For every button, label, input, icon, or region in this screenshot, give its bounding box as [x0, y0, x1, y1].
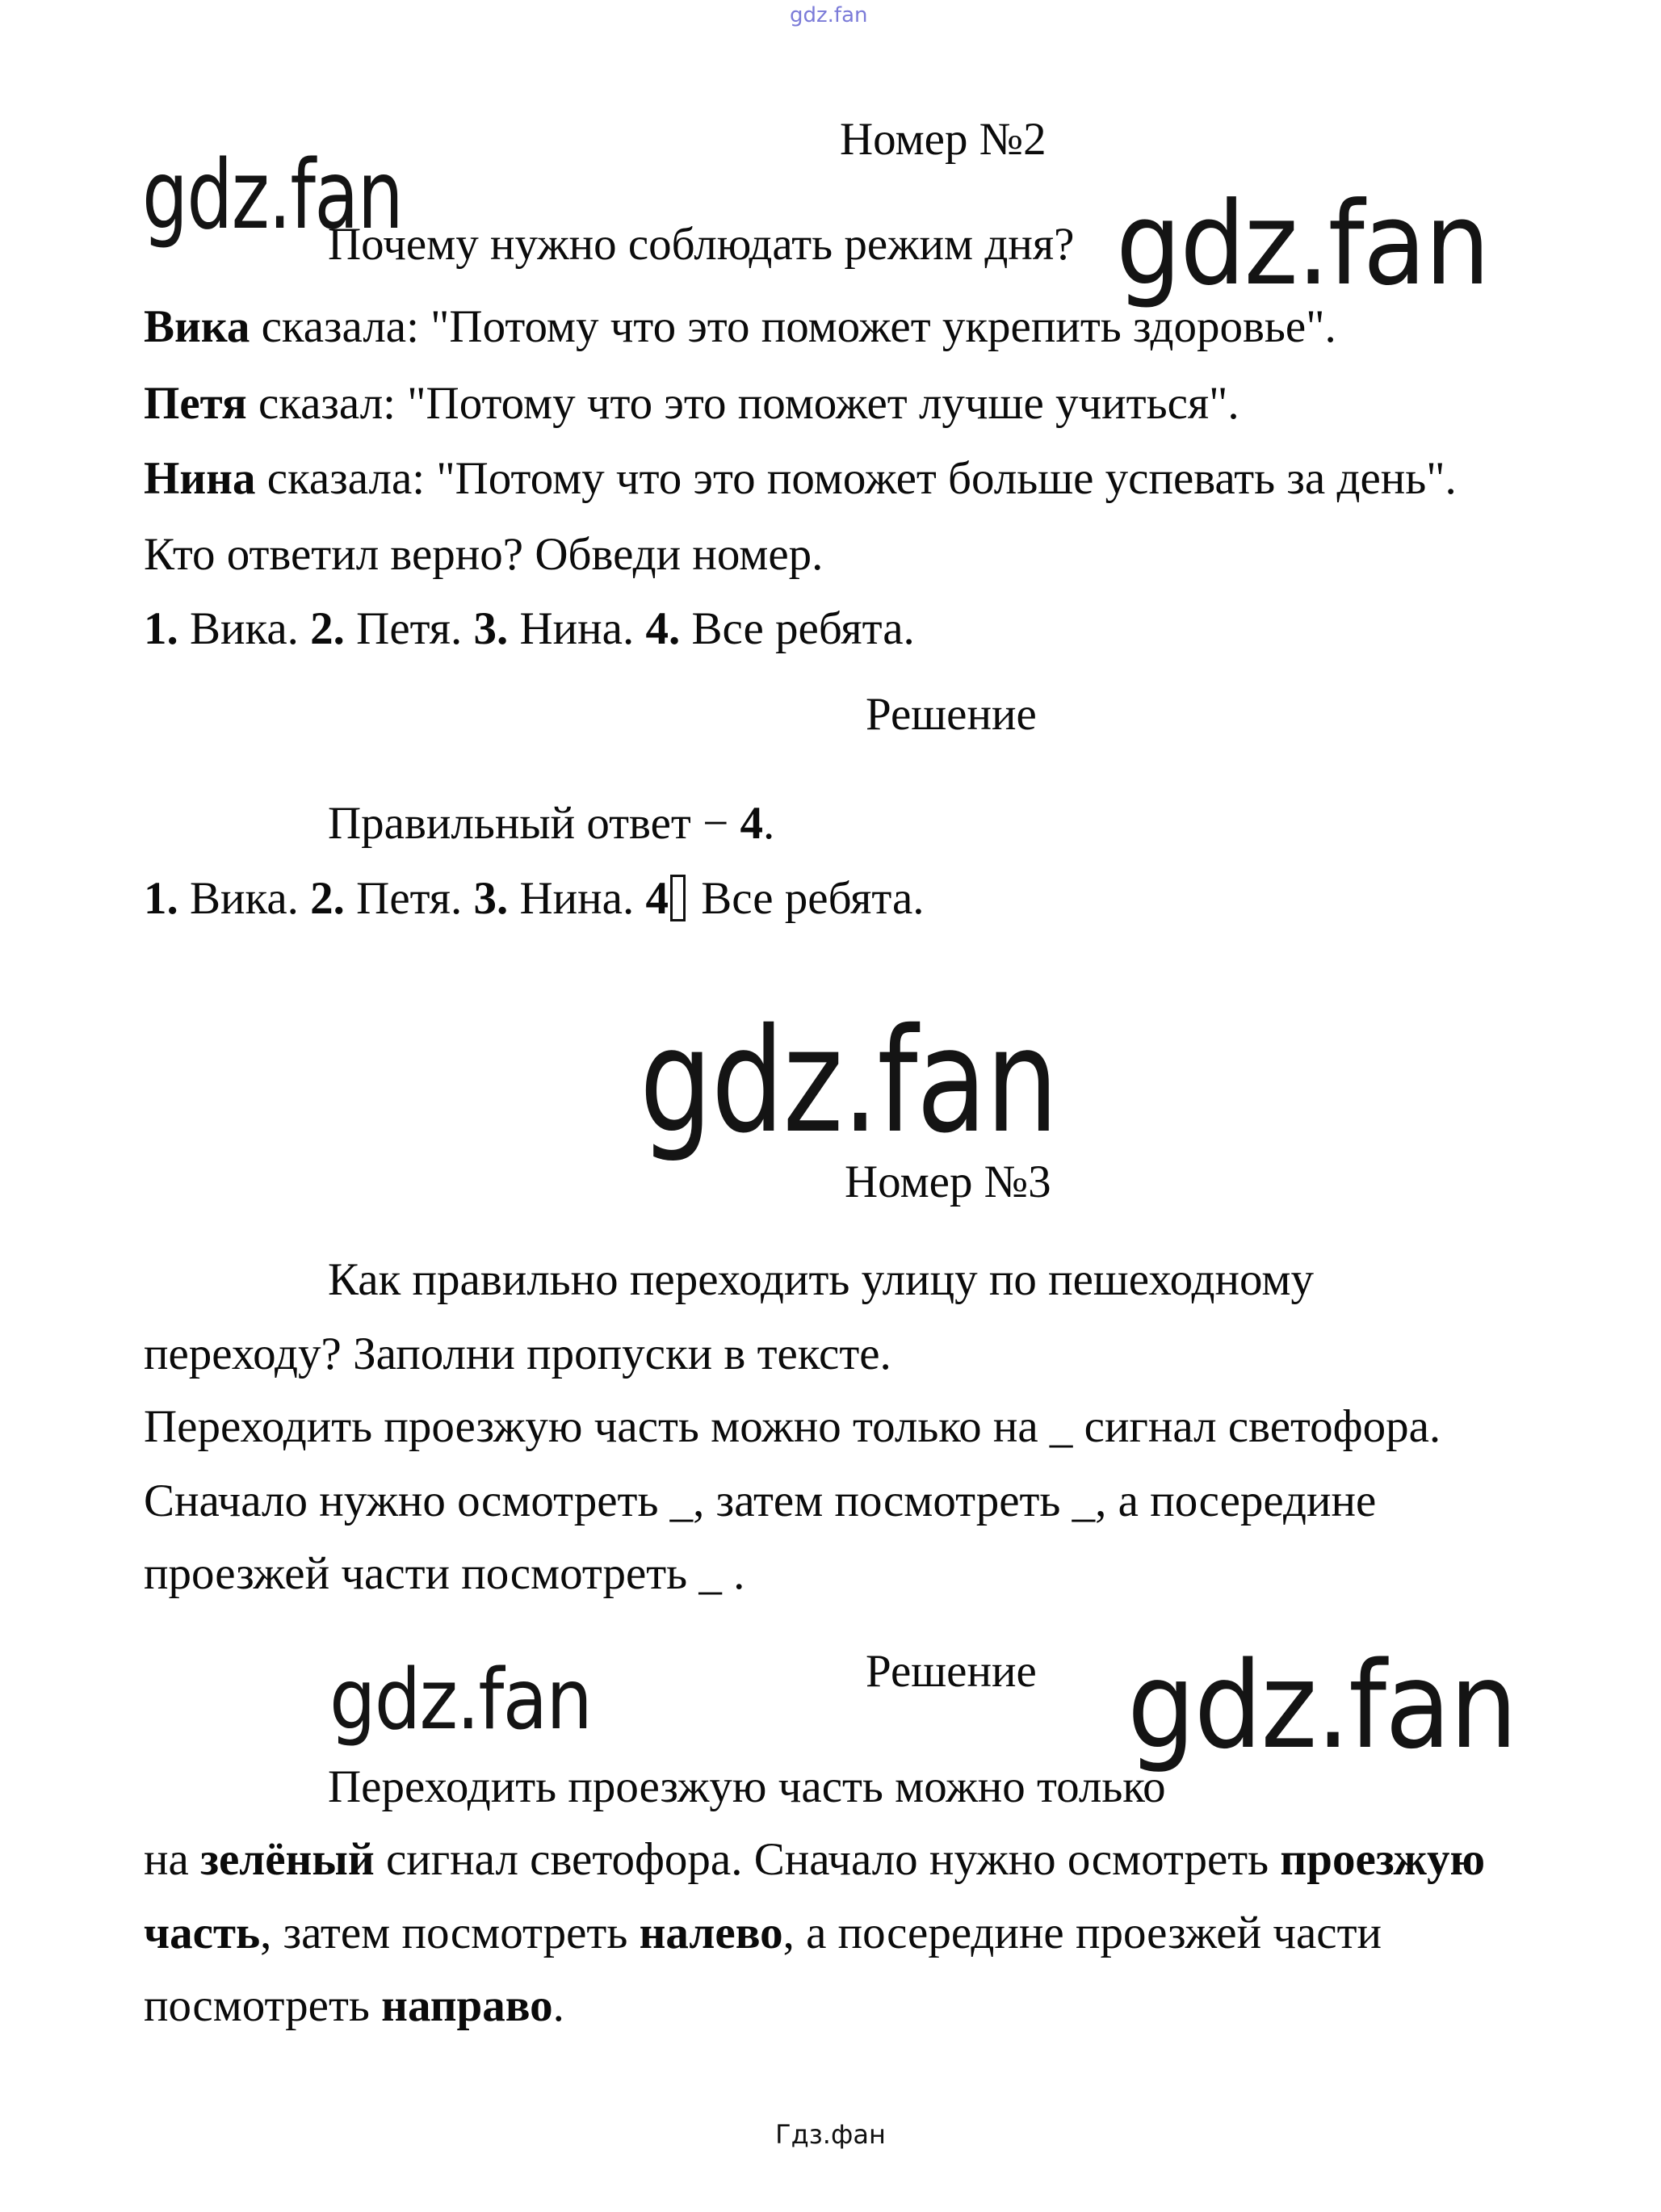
q2-sol-opt1-num: 1.: [144, 873, 178, 924]
q3-sol-line4-c: .: [552, 1980, 564, 2031]
q2-sol-opt4-num: 4: [645, 873, 669, 924]
q3-task-line2: переходу? Заполни пропуски в тексте.: [144, 1328, 891, 1379]
q3-task-line1: Как правильно переходить улицу по пешеходному: [328, 1254, 1314, 1305]
q2-heading: Номер №2: [840, 114, 1047, 165]
q3-sol-line2: [144, 1835, 1485, 1885]
q2-opt1-num: 1.: [144, 603, 178, 654]
q3-task-line4: Сначало нужно осмотреть _, затем посмотреть _, а посередине: [144, 1475, 1377, 1526]
q2-quote-nina: [144, 454, 1457, 504]
q2-sol-opt2-num: 2.: [310, 873, 345, 924]
answer-cursor-box: [670, 875, 686, 921]
q2-opt4-text: Все ребята.: [680, 603, 915, 654]
q3-sol-line4-right: направо: [381, 1980, 553, 2031]
q3-sol-line3-b: , затем посмотреть: [260, 1908, 640, 1958]
q3-sol-line3: [144, 1908, 1382, 1958]
q3-heading: Номер №3: [845, 1156, 1051, 1207]
q2-opt3-num: 3.: [473, 603, 509, 654]
q3-sol-line3-part: часть: [144, 1908, 261, 1958]
q3-sol-line2-road: проезжую: [1280, 1834, 1486, 1885]
q2-answer: [328, 799, 774, 849]
q2-opt2-num: 2.: [310, 603, 345, 654]
q2-answer-period: .: [762, 798, 775, 849]
q2-nina-name: Нина: [144, 453, 256, 504]
site-footer-label: Гдз.фан: [775, 2119, 886, 2150]
q2-answer-num: 4: [740, 798, 763, 849]
gdzfan-watermark-right-1: gdz.fan: [1116, 178, 1489, 311]
q3-sol-line2-a: на: [144, 1834, 201, 1885]
q3-solution-heading: Решение: [866, 1646, 1037, 1697]
q2-nina-text: сказала: "Потому что это поможет больше успевать за день".: [255, 453, 1457, 504]
q3-sol-line2-c: сигнал светофора. Сначало нужно осмотреть: [374, 1834, 1281, 1885]
q2-opt4-num: 4.: [645, 603, 681, 654]
q2-opt1-text: Вика.: [178, 603, 311, 654]
q3-sol-line1: Переходить проезжую часть можно только: [328, 1761, 1166, 1812]
q2-options-solution: [144, 874, 925, 924]
q2-vika-text: сказала: "Потому что это поможет укрепить здоровье".: [250, 301, 1336, 352]
gdzfan-watermark-top: gdz.fan: [790, 3, 868, 27]
q3-sol-line3-d: , а посередине проезжей части: [782, 1908, 1382, 1958]
q2-vika-name: Вика: [144, 301, 250, 352]
q2-petya-text: сказал: "Потому что это поможет лучше учиться".: [246, 378, 1239, 429]
q2-sol-opt1-text: Вика.: [178, 873, 311, 924]
q2-quote-petya: [144, 379, 1239, 429]
q3-sol-line4: [144, 1981, 564, 2031]
q2-sol-opt3-num: 3.: [473, 873, 509, 924]
gdzfan-watermark-right-2: gdz.fan: [1127, 1636, 1516, 1775]
gdzfan-watermark-left-1: gdz.fan: [142, 139, 403, 250]
q2-solution-heading: Решение: [866, 689, 1037, 740]
q2-petya-name: Петя: [144, 378, 247, 429]
gdzfan-watermark-center: gdz.fan: [640, 997, 1058, 1165]
gdzfan-watermark-left-2: gdz.fan: [329, 1652, 592, 1748]
q2-answer-prefix: Правильный ответ −: [328, 798, 740, 849]
q3-sol-line4-a: посмотреть: [144, 1980, 382, 2031]
q2-quote-vika: [144, 302, 1336, 352]
q2-prompt: Кто ответил верно? Обведи номер.: [144, 529, 824, 580]
q2-opt2-text: Петя.: [344, 603, 474, 654]
q3-task-line3: Переходить проезжую часть можно только на _ сигнал светофора.: [144, 1401, 1441, 1452]
q2-sol-opt4-text: Все ребята.: [689, 873, 925, 924]
q2-opt3-text: Нина.: [508, 603, 646, 654]
q2-question: Почему нужно соблюдать режим дня?: [328, 219, 1075, 270]
q3-sol-line2-green: зелёный: [200, 1834, 375, 1885]
q2-options: [144, 604, 915, 654]
q2-sol-opt3-text: Нина.: [508, 873, 646, 924]
q3-sol-line3-left: налево: [639, 1908, 783, 1958]
q3-task-line5: проезжей части посмотреть _ .: [144, 1548, 745, 1599]
q2-sol-opt2-text: Петя.: [344, 873, 474, 924]
